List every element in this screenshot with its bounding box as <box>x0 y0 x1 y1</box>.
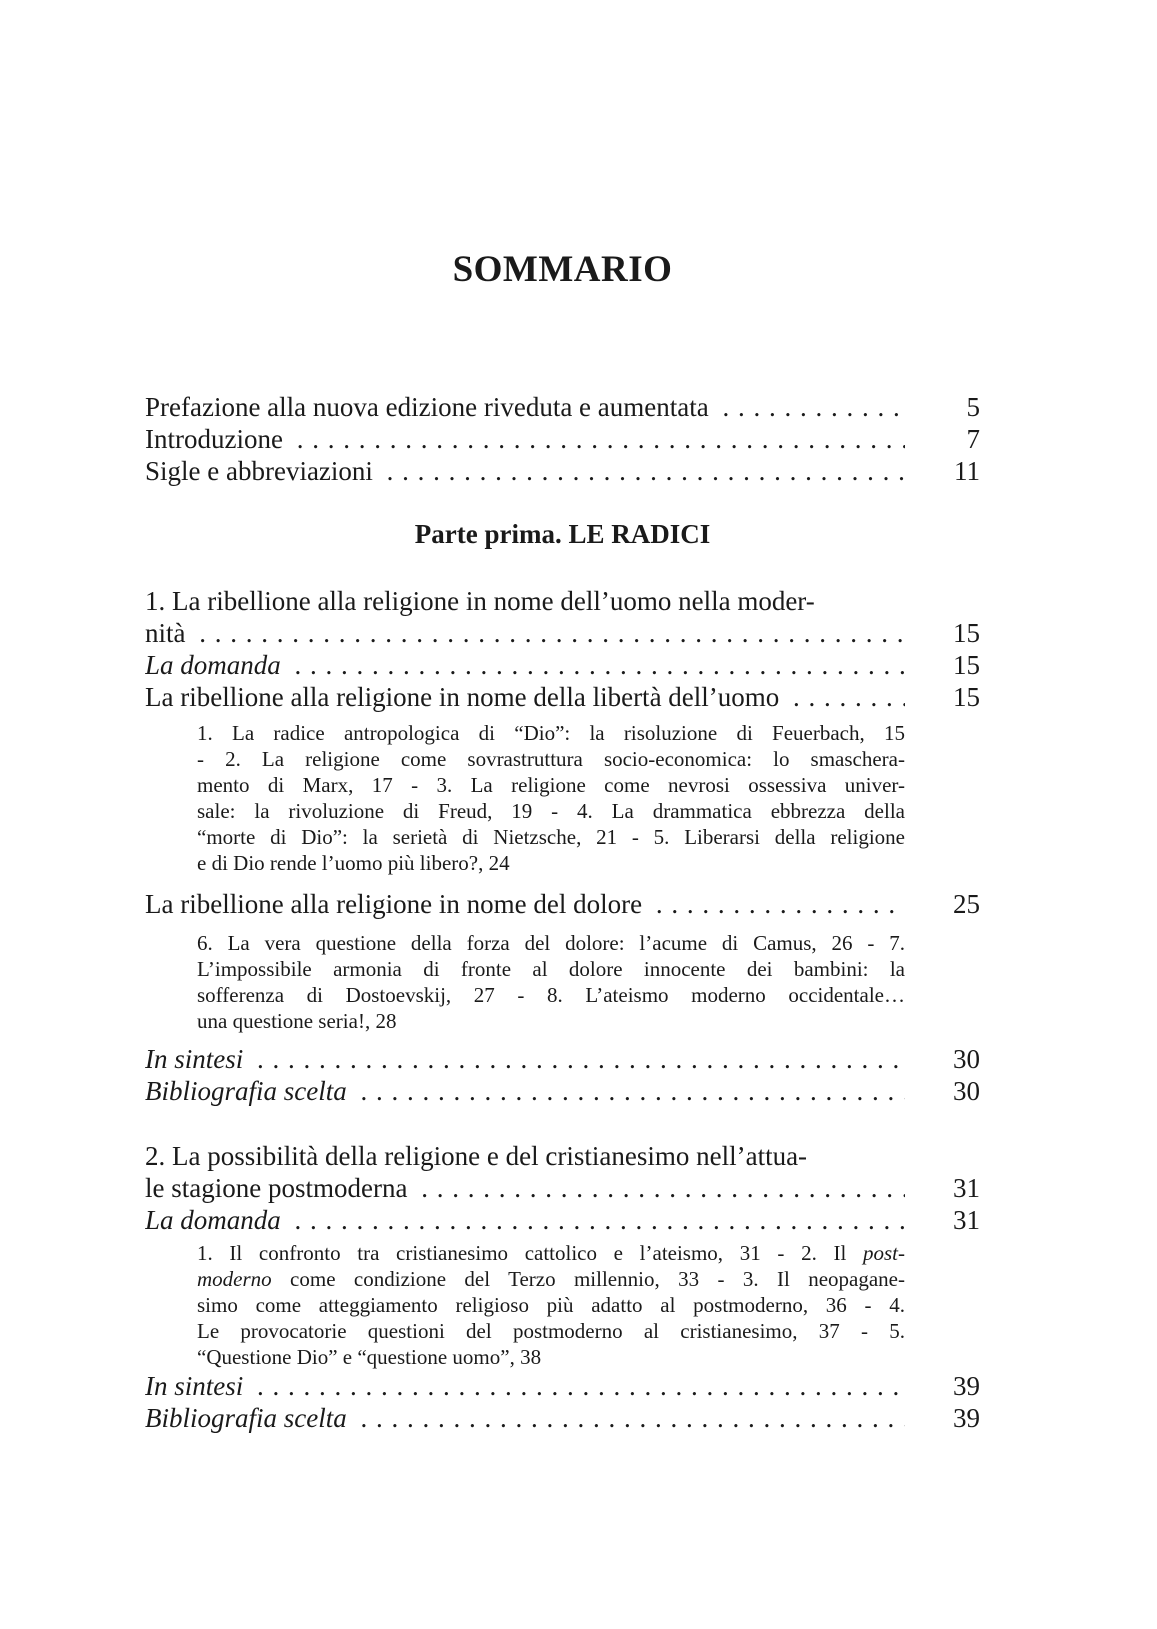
toc-entry-label: In sintesi <box>145 1371 244 1401</box>
toc-entry-label: le stagione postmoderna <box>145 1173 408 1203</box>
toc-entry-chapter1 <box>145 617 980 649</box>
part-title: Parte prima. LE RADICI <box>414 519 711 549</box>
toc-entry-introduzione <box>145 423 980 455</box>
detail-line: 1. La radice antropologica di “Dio”: la risoluzione di Feuerbach, 15 <box>197 721 905 745</box>
detail-line: sale: la rivoluzione di Freud, 19 - 4. La drammatica ebbrezza della <box>197 799 905 823</box>
toc-entry-label: La domanda <box>145 650 281 680</box>
toc-entry-chapter2-domanda <box>145 1204 980 1236</box>
toc-entry-label: Bibliografia scelta <box>145 1076 347 1106</box>
toc-page-number: 30 <box>920 1043 980 1075</box>
toc-page-number: 39 <box>920 1370 980 1402</box>
toc-entry-chapter2 <box>145 1172 980 1204</box>
detail-line: “Questione Dio” e “questione uomo”, 38 <box>197 1345 542 1369</box>
page-title: SOMMARIO <box>452 249 673 290</box>
toc-page-number: 39 <box>920 1402 980 1434</box>
toc-page-number: 15 <box>920 681 980 713</box>
toc-page-number: 5 <box>920 391 980 423</box>
toc-page-number: 30 <box>920 1075 980 1107</box>
toc-entry-chapter2-sintesi <box>145 1370 980 1402</box>
toc-entry-sigle <box>145 455 980 487</box>
toc-entry-prefazione <box>145 391 980 423</box>
toc-entry-label: Bibliografia scelta <box>145 1403 347 1433</box>
detail-line: Le provocatorie questioni del postmoderno al cristianesimo, 37 - 5. <box>197 1319 905 1343</box>
detail-line: “morte di Dio”: la serietà di Nietzsche, 21 - 5. Liberarsi della religione <box>197 825 905 849</box>
detail-line: una questione seria!, 28 <box>197 1009 397 1033</box>
toc-page-number: 11 <box>920 455 980 487</box>
chapter2-title-line1: 2. La possibilità della religione e del cristianesimo nell’attua- <box>145 1141 808 1171</box>
toc-page-number: 15 <box>920 649 980 681</box>
toc-entry-chapter1-section1 <box>145 681 980 713</box>
toc-entry-label: La domanda <box>145 1205 281 1235</box>
toc-entry-label: La ribellione alla religione in nome della libertà dell’uomo <box>145 682 780 712</box>
toc-entry-label: Prefazione alla nuova edizione riveduta e aumentata <box>145 392 709 422</box>
chapter2-details <box>197 1240 905 1370</box>
toc-entry-chapter1-section2 <box>145 888 980 920</box>
toc-entry-label: nità <box>145 618 186 648</box>
toc-page-number: 25 <box>920 888 980 920</box>
chapter1-section1-details <box>197 720 905 876</box>
toc-entry-label: In sintesi <box>145 1044 244 1074</box>
detail-line <box>197 1240 905 1266</box>
detail-italic-text: post- <box>863 1241 905 1265</box>
chapter1-title-line1: 1. La ribellione alla religione in nome dell’uomo nella moder- <box>145 586 815 616</box>
detail-line: L’impossibile armonia di fronte al dolore innocente dei bambini: la <box>197 957 905 981</box>
toc-page <box>145 0 980 1629</box>
detail-line: mento di Marx, 17 - 3. La religione come nevrosi ossessiva univer- <box>197 773 905 797</box>
toc-page-number: 31 <box>920 1204 980 1236</box>
detail-text: 1. Il confronto tra cristianesimo cattolico e l’ateismo, 31 - 2. Il <box>197 1241 863 1265</box>
toc-page-number: 7 <box>920 423 980 455</box>
toc-entry-chapter2-bibliografia <box>145 1402 980 1434</box>
detail-line: simo come atteggiamento religioso più adatto al postmoderno, 36 - 4. <box>197 1293 905 1317</box>
detail-line: sofferenza di Dostoevskij, 27 - 8. L’ateismo moderno occidentale… <box>197 983 905 1007</box>
detail-line: e di Dio rende l’uomo più libero?, 24 <box>197 851 510 875</box>
detail-line: - 2. La religione come sovrastruttura socio-economica: lo smaschera- <box>197 747 905 771</box>
detail-italic-text: moderno <box>197 1267 272 1291</box>
detail-text: come condizione del Terzo millennio, 33 - 3. Il neopagane- <box>271 1267 905 1291</box>
toc-entry-chapter1-domanda <box>145 649 980 681</box>
detail-line: 6. La vera questione della forza del dolore: l’acume di Camus, 26 - 7. <box>197 931 905 955</box>
toc-entry-label: Introduzione <box>145 424 283 454</box>
toc-page-number: 31 <box>920 1172 980 1204</box>
toc-entry-chapter1-sintesi <box>145 1043 980 1075</box>
toc-entry-label: La ribellione alla religione in nome del dolore <box>145 889 643 919</box>
detail-line <box>197 1266 905 1292</box>
chapter1-section2-details <box>197 930 905 1034</box>
toc-entry-chapter1-bibliografia <box>145 1075 980 1107</box>
toc-page-number: 15 <box>920 617 980 649</box>
toc-entry-label: Sigle e abbreviazioni <box>145 456 373 486</box>
